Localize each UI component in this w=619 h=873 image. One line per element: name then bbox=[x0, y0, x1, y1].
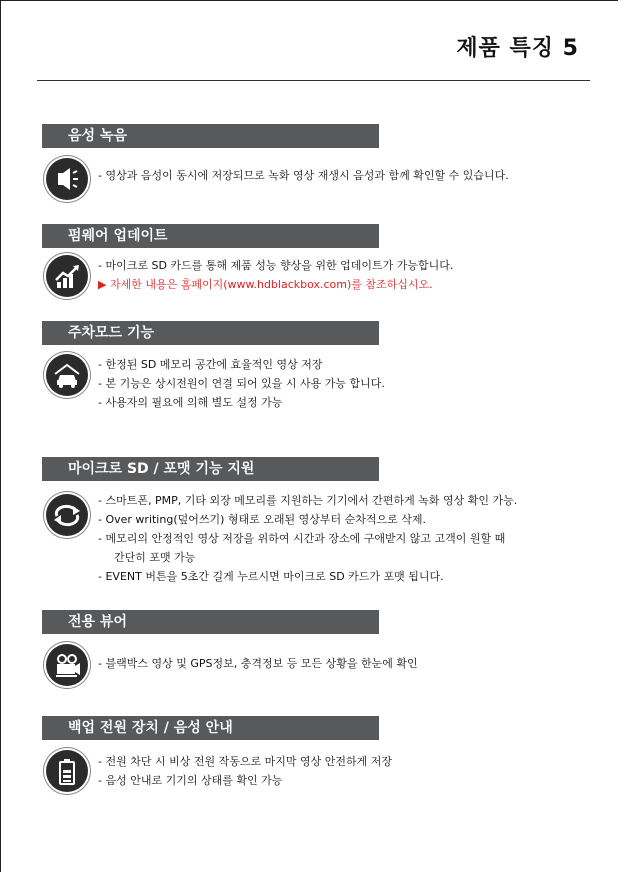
homepage-reference-note: ▶ 자세한 내용은 홈페이지(www.hdblackbox.com)를 참조하십시오. bbox=[98, 278, 433, 291]
text-line: - 음성 안내로 기기의 상태를 확인 가능 bbox=[98, 774, 283, 787]
battery-icon bbox=[46, 750, 88, 792]
speaker-icon bbox=[46, 158, 88, 200]
header-divider bbox=[37, 80, 590, 81]
section-text bbox=[98, 166, 509, 185]
section-text bbox=[98, 491, 517, 586]
section-title: 펌웨어 업데이트 bbox=[42, 224, 379, 248]
section-title: 주차모드 기능 bbox=[42, 321, 379, 345]
text-line: - 한정된 SD 메모리 공간에 효율적인 영상 저장 bbox=[98, 358, 323, 371]
text-line: - 본 기능은 상시전원이 연결 되어 있을 시 사용 가능 합니다. bbox=[98, 377, 385, 390]
section-text bbox=[98, 355, 385, 412]
section-title: 음성 녹음 bbox=[42, 124, 379, 148]
text-line: - 전원 차단 시 비상 전원 작동으로 마지막 영상 안전하게 저장 bbox=[98, 755, 392, 768]
text-line: - 블랙박스 영상 및 GPS정보, 충격정보 등 모든 상황을 한눈에 확인 bbox=[98, 657, 418, 670]
growth-chart-icon bbox=[46, 255, 88, 297]
section-title: 마이크로 SD / 포맷 기능 지원 bbox=[42, 457, 379, 481]
page-title: 제품 특징 5 bbox=[456, 36, 579, 61]
section-text bbox=[98, 256, 453, 294]
text-line: - 마이크로 SD 카드를 통해 제품 성능 향상을 위한 업데이트가 가능합니다. bbox=[98, 259, 454, 272]
text-line: - 사용자의 필요에 의해 별도 설정 가능 bbox=[98, 396, 283, 409]
text-line: - 스마트폰, PMP, 기타 외장 메모리를 지원하는 기기에서 간편하게 녹화 영상 확인 가능. bbox=[98, 494, 518, 507]
text-line: - 메모리의 안정적인 영상 저장을 위하여 시간과 장소에 구애받지 않고 고객이 원할 때 bbox=[98, 532, 506, 545]
section-text bbox=[98, 654, 418, 673]
text-line: - Over writing(덮어쓰기) 형태로 오래된 영상부터 순차적으로 삭제. bbox=[98, 513, 427, 526]
text-line: - EVENT 버튼을 5초간 길게 누르시면 마이크로 SD 카드가 포맷 됩니다. bbox=[98, 570, 444, 583]
car-icon bbox=[46, 354, 88, 396]
loop-arrows-icon bbox=[46, 494, 88, 536]
section-text bbox=[98, 752, 392, 790]
text-line: - 영상과 음성이 동시에 저장되므로 녹화 영상 재생시 음성과 함께 확인할 수 있습니다. bbox=[98, 169, 509, 182]
section-title: 백업 전원 장치 / 음성 안내 bbox=[42, 716, 379, 740]
text-line: 간단히 포맷 가능 bbox=[114, 551, 196, 564]
section-title: 전용 뷰어 bbox=[42, 610, 379, 634]
film-camera-icon bbox=[46, 644, 88, 686]
